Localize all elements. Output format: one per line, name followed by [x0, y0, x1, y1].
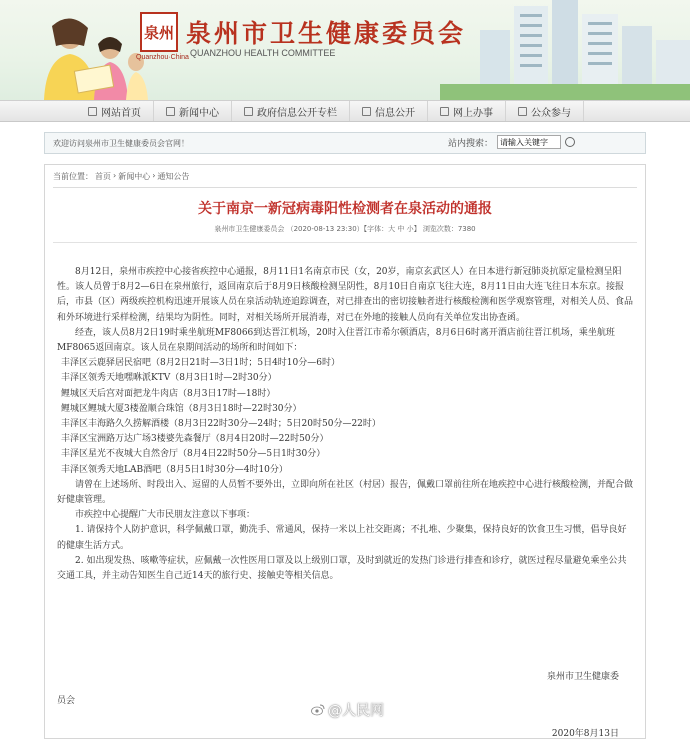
signature-date: 2020年8月13日 — [551, 729, 619, 739]
divider — [53, 187, 637, 188]
nav-item-home[interactable] — [76, 101, 154, 121]
nav-label: 网站首页 — [101, 107, 141, 119]
news-icon — [166, 107, 175, 116]
nav-item-news[interactable] — [154, 101, 232, 121]
breadcrumb-separator: › — [113, 171, 117, 180]
venue-item: 丰泽区领秀天地LAB酒吧（8月5日1时30分—4时10分） — [61, 464, 288, 475]
venue-item: 丰泽区云鹿驿居民宿吧（8月2日21时—3日1时；5日4时10分—6时） — [61, 358, 340, 369]
site-search — [448, 135, 575, 149]
article-body — [53, 265, 637, 584]
watermark-text: @人民网 — [328, 703, 384, 719]
site-title: 泉州市卫生健康委员会 — [186, 19, 467, 48]
nav-label: 公众参与 — [531, 107, 571, 119]
venue-item: 丰泽区丰海路久久捞解酒楼（8月3日22时30分—24时；5日20时50分—22时） — [61, 419, 381, 430]
home-icon — [88, 107, 97, 116]
paragraph: 8月12日，泉州市疾控中心接省疾控中心通报，8月11日1名南京市民（女，20岁，南京玄武区人）在日本进行新冠肺炎抗原定量检测呈阳性。该人员曾于8月2—6日在泉州旅行，返回南京后于8月9日核酸检测呈阴性，8月10日自南京飞往大连，8月11日由大连飞往日本东京。接报后，市县（区）两级疾控机构迅速开展该人员在泉活动轨迹追踪调查，对已排查出的密切接触者进行核酸检测和医学观察管理，对相关人员、食品和外环境进行采样检测，结果均为阴性。同时，对相关场所开展消毒，对已在外地的接触人员向有关单位发出协查函。 — [57, 267, 634, 323]
weibo-icon — [311, 704, 325, 716]
breadcrumb-prefix: 当前位置： — [53, 172, 93, 181]
nav-label: 网上办事 — [453, 107, 493, 119]
search-icon[interactable] — [565, 137, 575, 147]
nav-item-disclosure[interactable] — [350, 101, 428, 121]
article-meta: 泉州市卫生健康委员会 （2020-08-13 23:30）【字体：大 中 小】 浏览次数：7380 — [214, 225, 476, 233]
welcome-text: 欢迎访问泉州市卫生健康委员会官网！ — [53, 138, 189, 148]
article-title: 关于南京一新冠病毒阳性检测者在泉活动的通报 — [198, 201, 492, 217]
tip-item: 1. 请保持个人防护意识，科学佩戴口罩，勤洗手、常通风，保持一米以上社交距离；不扎堆、少聚集，保持良好的饮食卫生习惯，倡导良好的健康生活方式。 — [57, 525, 627, 551]
logo-caption: Quanzhou·China — [136, 54, 189, 61]
user-icon — [518, 107, 527, 116]
service-icon — [440, 107, 449, 116]
venue-item: 丰泽区星光不夜城大自然舍厅（8月4日22时50分—5日1时30分） — [61, 449, 326, 460]
nav-item-online-service[interactable] — [428, 101, 506, 121]
signature-org: 泉州市卫生健康委 — [546, 672, 619, 682]
venue-item: 丰泽区领秀天地嘿咻派KTV（8月3日1时—2时30分） — [61, 373, 277, 384]
tip-item: 2. 如出现发热、咳嗽等症状，应佩戴一次性医用口罩及以上级别口罩，及时到就近的发热门诊进行排查和诊疗，就医过程尽量避免乘坐公共交通工具，并主动告知医生自己近14天的旅行史、接触史等相关信息。 — [57, 555, 627, 582]
nav-item-participation[interactable] — [506, 101, 584, 121]
paragraph: 市疾控中心提醒广大市民朋友注意以下事项： — [75, 510, 256, 521]
article-frame — [44, 164, 646, 739]
info-icon — [244, 107, 253, 116]
family-reading-illustration — [30, 6, 150, 100]
search-label: 站内搜索： — [447, 138, 493, 149]
nav-label: 新闻中心 — [179, 107, 219, 119]
breadcrumb-separator: › — [152, 171, 156, 180]
main-nav — [0, 100, 690, 122]
divider — [53, 242, 637, 243]
paragraph: 请曾在上述场所、时段出入、逗留的人员暂不要外出，立即向所在社区（村居）报告，佩戴口罩前往所在地疾控中心进行核酸检测，并配合做好健康管理。 — [57, 479, 634, 506]
site-logo[interactable]: 泉州 — [140, 12, 178, 52]
document-icon — [362, 107, 371, 116]
nav-item-gov-info[interactable] — [232, 101, 350, 121]
breadcrumb-notices[interactable]: 通知公告 — [157, 172, 190, 181]
hospital-buildings-illustration — [440, 0, 690, 100]
paragraph: 经查，该人员8月2日19时乘坐航班MF8066到达晋江机场，20时入住晋江市希尔顿酒店，8月6日6时离开酒店前往晋江机场，乘坐航班MF8065返回南京。该人员在泉期间活动的场所和时间如下： — [57, 327, 615, 354]
nav-label: 信息公开 — [375, 107, 415, 119]
weibo-watermark — [311, 700, 384, 720]
site-subtitle: QUANZHOU HEALTH COMMITTEE — [190, 48, 336, 58]
venue-item: 鲤城区鲤城大厦3楼盈顺合珠馆（8月3日18时—22时30分） — [61, 403, 302, 414]
welcome-bar — [44, 132, 646, 154]
breadcrumb-news[interactable]: 新闻中心 — [118, 172, 151, 181]
venue-item: 鲤城区天后宫对面把龙牛肉店（8月3日17时—18时） — [61, 388, 276, 399]
signature-org-continued: 员会 — [57, 696, 76, 706]
site-header — [0, 0, 690, 100]
venue-item: 丰泽区宝洲路万达广场3楼婆先森餐厅（8月4日20时—22时50分） — [61, 434, 329, 445]
breadcrumb-home[interactable]: 首页 — [95, 172, 111, 181]
breadcrumb — [53, 171, 637, 182]
nav-label: 政府信息公开专栏 — [257, 107, 337, 119]
search-input[interactable] — [497, 135, 561, 149]
